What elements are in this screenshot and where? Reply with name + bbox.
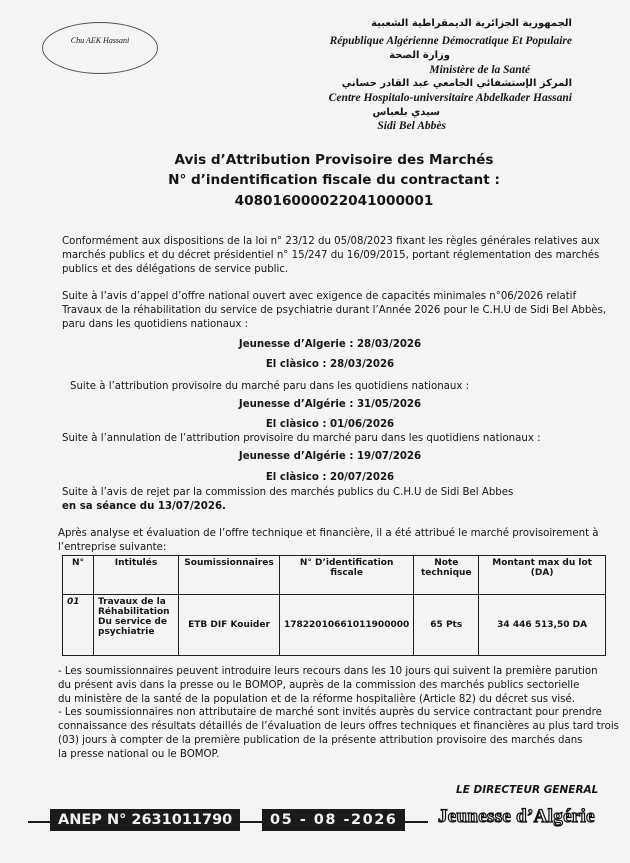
city-name: Sidi Bel Abbès bbox=[377, 120, 446, 132]
annulation-text: Suite à l’annulation de l’attribution provisoire du marché paru dans les quotidiens nationaux : bbox=[62, 433, 541, 444]
hospital-logo bbox=[42, 22, 158, 74]
appel-pub-clasico: El clàsico : 28/03/2026 bbox=[265, 359, 395, 370]
appel-text: Suite à l’avis d’appel d’offre national ouvert avec exigence de capacités minimales n°06/2026 relatif Travaux de la réhabilitation du service de psychiatrie durant l’Année 2026 pour le C.H.U de Sidi Bel Abbès, paru dans les quotidiens nationaux : bbox=[62, 291, 607, 330]
annulation-pub-jeunesse: Jeunesse d’Algérie : 19/07/2026 bbox=[238, 451, 422, 462]
cell-intitule: Travaux de la Réhabilitation Du service de psychiatrie bbox=[94, 595, 179, 656]
ministry-name: Ministère de la Santé bbox=[429, 64, 530, 76]
cell-soumissionnaire: ETB DIF Kouider bbox=[179, 595, 280, 656]
cell-note: 65 Pts bbox=[414, 595, 479, 656]
rejet-text: Suite à l’avis de rejet par la commission des marchés publics du C.H.U de Sidi Bel Abbes en sa séance du 13/07/2026. bbox=[62, 487, 514, 512]
header-intitules: Intitulés bbox=[94, 556, 179, 595]
signature: LE DIRECTEUR GENERAL bbox=[456, 784, 599, 796]
hospital-name: Centre Hospitalo-universitaire Abdelkader Hassani bbox=[328, 92, 572, 104]
newspaper-logo: Jeunesse d’Algérie bbox=[438, 806, 595, 827]
recours-text: - Les soumissionnaires peuvent introduire leurs recours dans les 10 jours qui suivent la première parution du présent avis dans la presse ou le BOMOP, auprès de la commission des marchés publics sectorielle du ministère de la santé de la population et de la réforme hospitalière (Article 82) du décret sus visé. - Les soumissionnaires non attributaire de marché sont invités auprès du service contractant pour prendre connaissance des résultats détaillés de l’évaluation de leurs offres techniques et financières au plus tard trois (03) jours à compter de la première publication de la présente attribution provisoire des marchés dans la presse national ou le BOMOP. bbox=[58, 666, 619, 760]
intro-text: Conformément aux dispositions de la loi n° 23/12 du 05/08/2023 fixant les règles générales relatives aux marchés publics et du décret présidentiel n° 15/247 du 16/09/2015, portant réglementation des marchés publics et des délégations de service public. bbox=[62, 236, 600, 275]
arabic-ministry: وزارة الصحة bbox=[389, 50, 450, 61]
attribution-pub-jeunesse: Jeunesse d’Algérie : 31/05/2026 bbox=[238, 399, 422, 410]
arabic-city: سيدي بلعباس bbox=[372, 107, 440, 118]
cell-num: 01 bbox=[63, 595, 94, 656]
header-note: Note technique bbox=[414, 556, 479, 595]
attribution-text: Suite à l’attribution provisoire du marché paru dans les quotidiens nationaux : bbox=[70, 381, 470, 392]
header-num: N° bbox=[63, 556, 94, 595]
results-table bbox=[62, 555, 606, 656]
logo-text: Chu AEK Hassani bbox=[70, 36, 130, 45]
fiscal-id: 408016000022041000001 bbox=[234, 193, 434, 209]
notice-subtitle: N° d’indentification fiscale du contractant : bbox=[168, 172, 500, 188]
annulation-pub-clasico: El clàsico : 20/07/2026 bbox=[265, 472, 395, 483]
notice-title: Avis d’Attribution Provisoire des Marchés bbox=[174, 152, 494, 168]
header-montant: Montant max du lot (DA) bbox=[479, 556, 606, 595]
header-nif: N° D’identification fiscale bbox=[280, 556, 414, 595]
analyse-text: Après analyse et évaluation de l’offre technique et financière, il a été attribué le marché provisoirement à l’entreprise suivante: bbox=[58, 528, 599, 553]
cell-montant: 34 446 513,50 DA bbox=[479, 595, 606, 656]
table-row bbox=[63, 595, 606, 656]
table-header-row bbox=[63, 556, 606, 595]
header-soumissionnaires: Soumissionnaires bbox=[179, 556, 280, 595]
cell-nif: 17822010661011900000 bbox=[280, 595, 414, 656]
attribution-pub-clasico: El clàsico : 01/06/2026 bbox=[265, 419, 395, 430]
anep-number: ANEP N° 2631011790 bbox=[50, 809, 240, 831]
arabic-hospital: المركز الإستشفائي الجامعي عبد القادر حساني bbox=[341, 78, 572, 89]
arabic-republic: الجمهورية الجزائرية الديمقراطية الشعبية bbox=[371, 18, 572, 29]
appel-pub-jeunesse: Jeunesse d’Algerie : 28/03/2026 bbox=[238, 339, 422, 350]
publication-date: 05 - 08 -2026 bbox=[262, 809, 405, 831]
republic-name: République Algérienne Démocratique Et Populaire bbox=[329, 35, 572, 47]
